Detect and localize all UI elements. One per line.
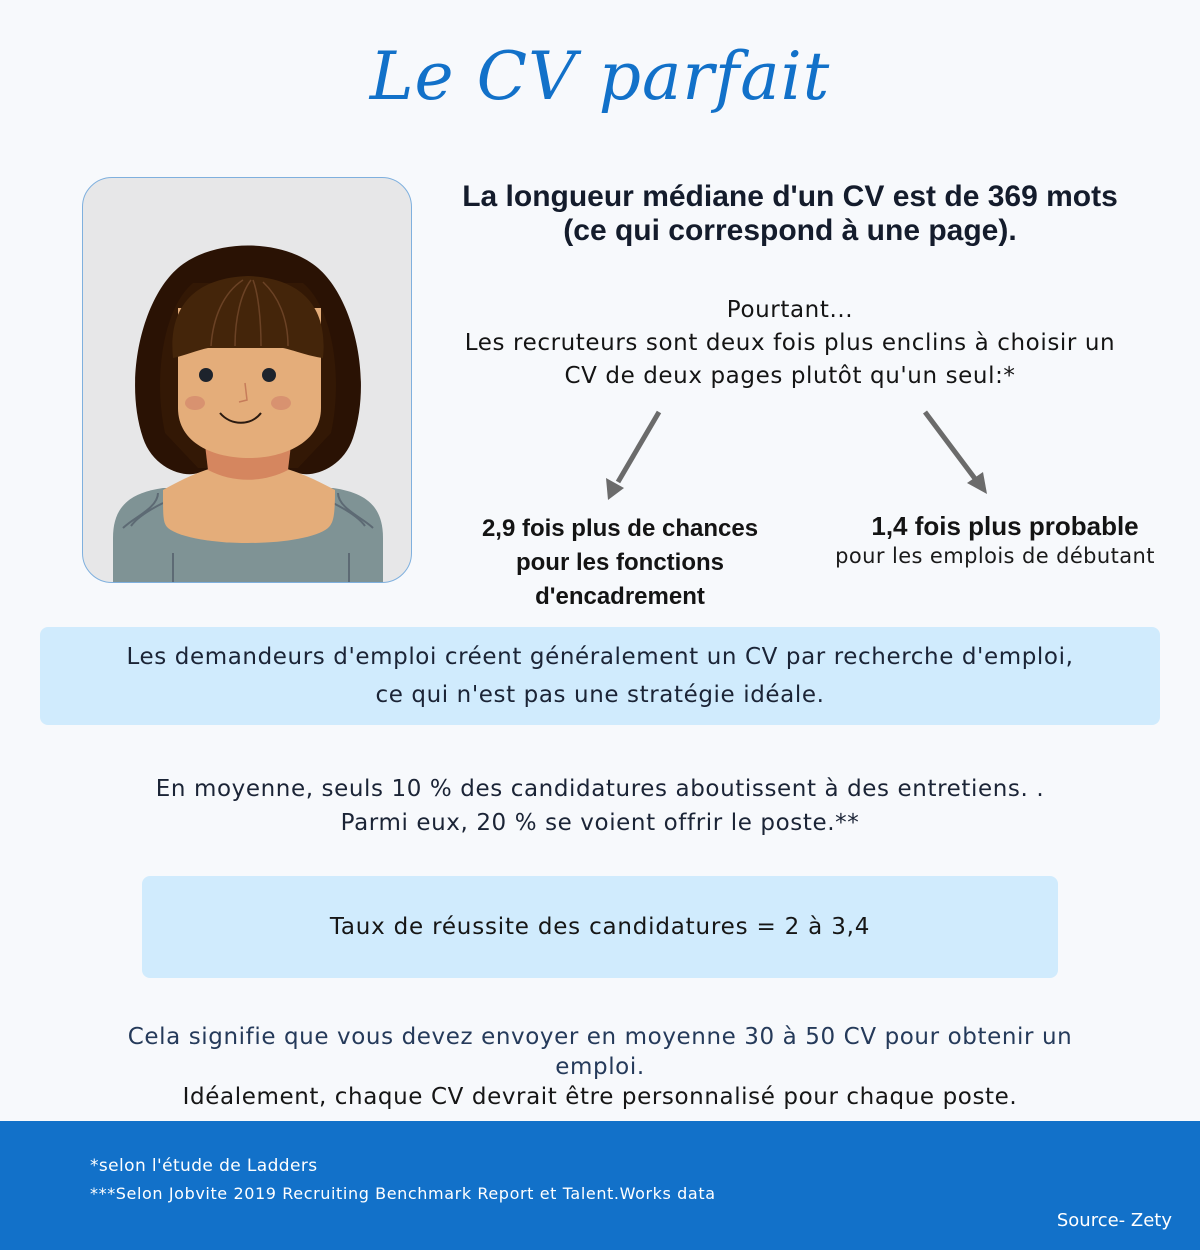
source-credit: Source- Zety (1056, 1210, 1172, 1231)
stat-entry-level (790, 510, 1200, 570)
arrow-down-right-icon (925, 412, 987, 494)
arrows (0, 0, 1200, 520)
info-box-strategy (40, 627, 1160, 725)
stat-management (440, 512, 800, 614)
stat-management-line-3: d'encadrement (535, 583, 705, 610)
interview-rate-text (40, 772, 1160, 840)
headline-line-1: La longueur médiane d'un CV est de 369 mots (462, 180, 1118, 213)
stat-entry-level-line-1: 1,4 fois plus probable (871, 511, 1139, 541)
footnote-ladders: *selon l'étude de Ladders (90, 1156, 318, 1176)
headline-line-2: (ce qui correspond à une page). (563, 214, 1017, 247)
stat-management-line-1: 2,9 fois plus de chances (481, 515, 759, 542)
arrow-down-left-icon (606, 412, 659, 500)
conclusion-text (40, 1022, 1160, 1112)
stat-entry-level-line-2: pour les emplois de débutant (835, 544, 1155, 568)
conclusion-line-3: Idéalement, chaque CV devrait être personnalisé pour chaque poste. (182, 1084, 1018, 1110)
footnote-jobvite: ***Selon Jobvite 2019 Recruiting Benchmark Report et Talent.Works data (90, 1184, 716, 1203)
interview-rate-line-1: En moyenne, seuls 10 % des candidatures aboutissent à des entretiens. . (155, 776, 1045, 802)
interview-rate-line-2: Parmi eux, 20 % se voient offrir le poste.** (340, 810, 860, 836)
info-box-success-rate (142, 876, 1058, 978)
page-title: Le CV parfait (369, 38, 831, 115)
success-rate-text: Taux de réussite des candidatures = 2 à 3,4 (329, 914, 871, 940)
info-box-strategy-line-2: ce qui n'est pas une stratégie idéale. (375, 682, 825, 708)
conclusion-line-2: emploi. (555, 1054, 645, 1080)
intro-line-1: Pourtant... (726, 297, 854, 323)
conclusion-line-1: Cela signifie que vous devez envoyer en moyenne 30 à 50 CV pour obtenir un (127, 1024, 1073, 1050)
intro-line-2: Les recruteurs sont deux fois plus enclins à choisir un (464, 330, 1116, 356)
info-box-strategy-line-1: Les demandeurs d'emploi créent généralement un CV par recherche d'emploi, (126, 644, 1074, 670)
stat-management-line-2: pour les fonctions (515, 549, 724, 576)
intro-line-3: CV de deux pages plutôt qu'un seul:* (564, 363, 1016, 389)
